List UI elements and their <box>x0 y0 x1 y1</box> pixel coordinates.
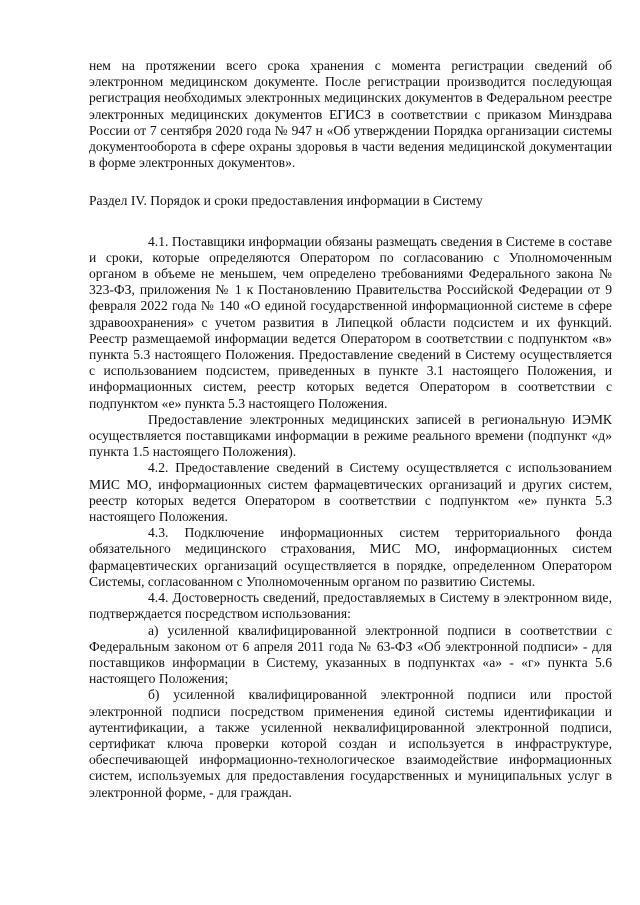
paragraph-4-2: 4.2. Предоставление сведений в Систему осуществляется с использованием МИС МО, информационных систем фармацевтических организаций и других систем, реестр которых ведется Оператором в соответствии с подпунктом «е» пункта 5.3 настоящего Положения. <box>89 460 612 525</box>
paragraph-4-3: 4.3. Подключение информационных систем территориального фонда обязательного медицинского страхования, МИС МО, информационных систем фармацевтических организаций осуществляется в порядке, определенном Оператором Системы, согласованном с Уполномоченным органом по развитию Системы. <box>89 525 612 589</box>
paragraph-continuation: нем на протяжении всего срока хранения с момента регистрации сведений об электронном медицинском документе. После регистрации производится последующая регистрация необходимых электронных медицинских документов в Федеральном реестре электронных медицинских документов ЕГИСЗ в соответствии с приказом Минздрава России от 7 сентября 2020 года № 947 н «Об утверждении Порядка организации системы документооборота в сфере охраны здоровья в части ведения медицинской документации в форме электронных документов». <box>89 58 612 171</box>
paragraph-4-1-emk: Предоставление электронных медицинских записей в региональную ИЭМК осуществляется поставщиками информации в режиме реального времени (подпункт «д» пункта 1.5 настоящего Положения). <box>89 411 612 460</box>
paragraph-4-1: 4.1. Поставщики информации обязаны размещать сведения в Системе в составе и сроки, которые определяются Оператором по согласованию с Уполномоченным органом в объеме не меньшем, чем определено требованиями Федерального закона № 323-ФЗ, приложения № 1 к Постановлению Правительства Российской Федерации от 9 февраля 2022 года № 140 «О единой государственной информационной системе в сфере здравоохранения» с учетом развития в Липецкой области подсистем и их функций. Реестр размещаемой информации ведется Оператором в соответствии с подпунктом «в» пункта 5.3 настоящего Положения. Предоставление сведений в Систему осуществляется с использованием подсистем, приведенных в пункте 3.1 настоящего Положения, и информационных систем, реестр которых ведется Оператором в соответствии с подпунктом «е» пункта 5.3 настоящего Положения. <box>89 233 612 411</box>
paragraph-4-4-a: а) усиленной квалифицированной электронной подписи в соответствии с Федеральным законом от 6 апреля 2011 года № 63-ФЗ «Об электронной подписи» - для поставщиков информации в Систему, указанных в подпунктах «а» - «г» пункта 5.6 настоящего Положения; <box>89 622 612 687</box>
paragraph-4-4-b: б) усиленной квалифицированной электронной подписи или простой электронной подписи посредством применения единой системы идентификации и аутентификации, а также усиленной неквалифицированной электронной подписи, сертификат ключа проверки которой создан и используется в инфраструктуре, обеспечивающей информационно-технологическое взаимодействие информационных систем, используемых для предоставления государственных и муниципальных услуг в электронной форме, - для граждан. <box>89 687 612 800</box>
document-page <box>89 58 612 801</box>
paragraph-4-4: 4.4. Достоверность сведений, предоставляемых в Систему в электронном виде, подтверждается посредством использования: <box>89 590 612 622</box>
section-heading: Раздел IV. Порядок и сроки предоставления информации в Систему <box>89 193 483 209</box>
